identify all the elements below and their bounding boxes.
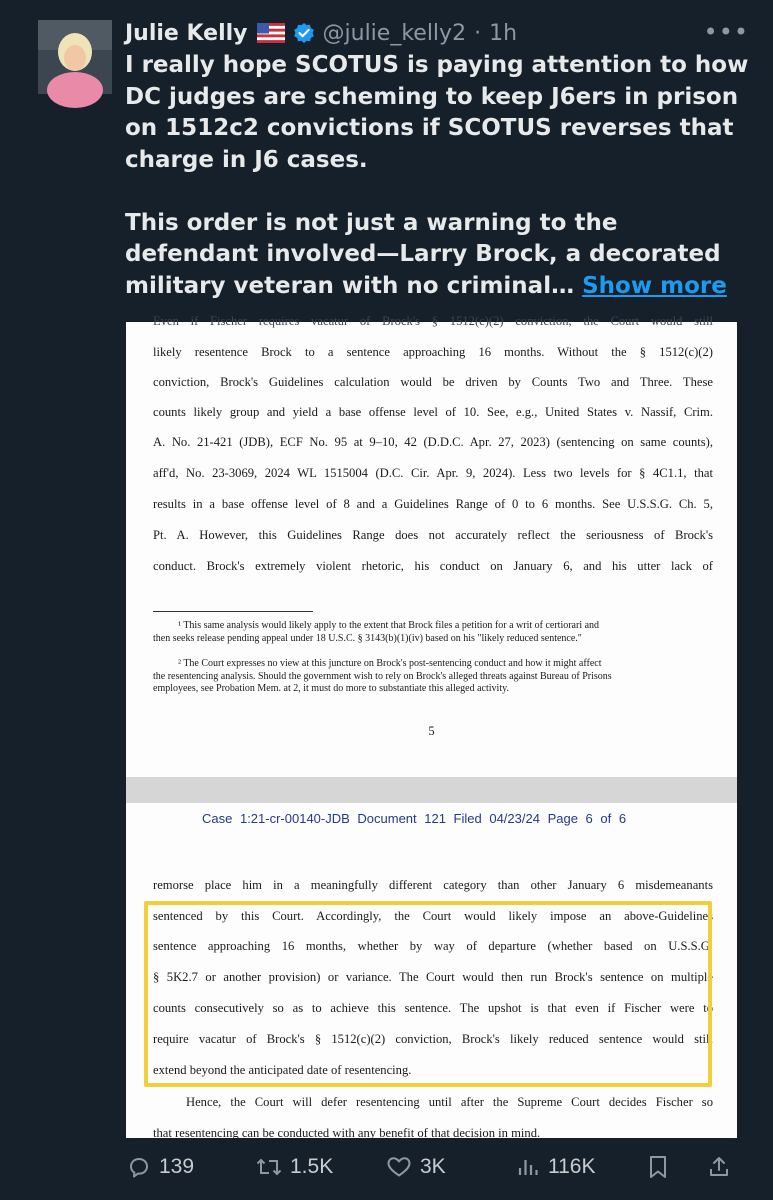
document-line: counts consecutively so as to achieve this sentence. The upshot is that even if Fischer were to [153, 1001, 713, 1015]
document-line: remorse place him in a meaningfully different category than other January 6 misdemeanants [153, 878, 713, 892]
show-more-link[interactable]: Show more [582, 272, 727, 299]
document-line: A. No. 21-421 (JDB), ECF No. 95 at 9–10, 42 (D.D.C. Apr. 27, 2023) (sentencing on same counts), [153, 435, 713, 449]
tweet-paragraph-1: I really hope SCOTUS is paying attention to how DC judges are scheming to keep J6ers in prison on 1512c2 convictions if SCOTUS reverses that charge in J6 cases. [125, 52, 749, 173]
attached-document-image[interactable] [126, 314, 737, 1140]
author-name[interactable]: Julie Kelly [125, 20, 248, 46]
reply-button[interactable] [127, 1146, 194, 1188]
more-options-icon[interactable]: ••• [703, 18, 749, 46]
document-line: conduct. Brock's extremely violent rhetoric, his conduct on January 6, and his utter lack of [153, 559, 713, 573]
document-line: results in a base offense level of 8 and a Guidelines Range of 0 to 6 months. See U.S.S.G. Ch. 5, [153, 497, 713, 511]
document-cut-line: Even if Fischer requires vacatur of Brock's § 1512(c)(2) conviction, the Court would still [153, 314, 713, 328]
bookmark-icon [647, 1154, 669, 1180]
document-line: § 5K2.7 or another provision) or variance. The Court would then run Brock's sentence on multiple [153, 970, 713, 984]
repost-count: 1.5K [290, 1155, 334, 1178]
author-handle[interactable]: @julie_kelly2 [322, 20, 467, 46]
tweet-text [125, 50, 750, 302]
footnote-2 [153, 658, 713, 696]
view-count: 116K [548, 1155, 596, 1178]
document-line: Pt. A. However, this Guidelines Range does not accurately reflect the seriousness of Brock's [153, 528, 713, 542]
document-line: require vacatur of Brock's § 1512(c)(2) conviction, Brock's likely reduced sentence would still [153, 1032, 713, 1046]
footnote-1 [153, 620, 713, 645]
views-chart-icon [516, 1155, 540, 1179]
share-icon [707, 1155, 731, 1179]
document-line: conviction, Brock's Guidelines calculation would be driven by Counts Two and Three. These [153, 375, 713, 389]
document-line: aff'd, No. 23-3069, 2024 WL 1515004 (D.C. Cir. Apr. 9, 2024). Less two levels for § 4C1.1, that [153, 466, 713, 480]
post-time[interactable]: 1h [489, 20, 518, 46]
page-number: 5 [428, 724, 435, 738]
reply-count: 139 [159, 1155, 195, 1178]
action-bar [0, 1146, 773, 1188]
document-line: Hence, the Court will defer resentencing until after the Supreme Court decides Fischer so [186, 1095, 713, 1109]
footnote-line: ¹ This same analysis would likely apply to the extent that Brock files a petition for a writ of certiorari and [178, 620, 600, 631]
reply-icon [127, 1155, 151, 1179]
page-separator [126, 777, 737, 803]
document-line: that resentencing can be conducted with any benefit of that decision in mind. [153, 1126, 541, 1140]
footnote-line: employees, see Probation Mem. at 2, it must do more to substantiate this alleged activity. [153, 683, 509, 695]
highlight-box [144, 901, 712, 1087]
share-button[interactable] [707, 1146, 731, 1188]
views-button[interactable] [516, 1146, 596, 1188]
document-line: extend beyond the anticipated date of resentencing. [153, 1063, 412, 1077]
avatar[interactable] [38, 20, 112, 94]
case-header: Case 1:21-cr-00140-JDB Document 121 Filed 04/23/24 Page 6 of 6 [202, 811, 627, 826]
footnote-line: the resentencing analysis. Should the government wish to rely on Brock's alleged threats against Bureau of Prisons [153, 670, 612, 682]
tweet-header [125, 16, 753, 50]
us-flag-icon [257, 23, 285, 43]
document-line: sentence approaching 16 months, whether by way of departure (whether based on U.S.S.G. [153, 939, 713, 953]
like-count: 3K [420, 1155, 446, 1178]
repost-icon [256, 1155, 282, 1179]
repost-button[interactable] [256, 1146, 333, 1188]
verified-badge-icon[interactable] [293, 22, 315, 44]
document-page-5 [126, 314, 737, 777]
document-line: likely resentence Brock to a sentence approaching 16 months. Without the § 1512(c)(2) [153, 345, 713, 359]
bookmark-button[interactable] [647, 1146, 669, 1188]
document-line: sentenced by this Court. Accordingly, the Court would likely impose an above-Guidelines [153, 909, 713, 923]
heart-icon [386, 1155, 412, 1179]
footnote-line: then seeks release pending appeal under 18 U.S.C. § 3143(b)(1)(iv) based on his "likely reduced sentence." [153, 632, 582, 644]
tweet-paragraph-2-text: This order is not just a warning to the defendant involved—Larry Brock, a decorated military veteran with no criminal… [125, 209, 721, 299]
like-button[interactable] [386, 1146, 446, 1188]
dot-separator: · [474, 20, 482, 46]
document-line: counts likely group and yield a base offense level of 10. See, e.g., United States v. Nassif, Crim. [153, 405, 713, 419]
footnote-line: ² The Court expresses no view at this juncture on Brock's post-sentencing conduct and how it might affect [178, 658, 602, 669]
footnote-divider [153, 611, 313, 612]
tweet-paragraph-2 [125, 208, 750, 303]
